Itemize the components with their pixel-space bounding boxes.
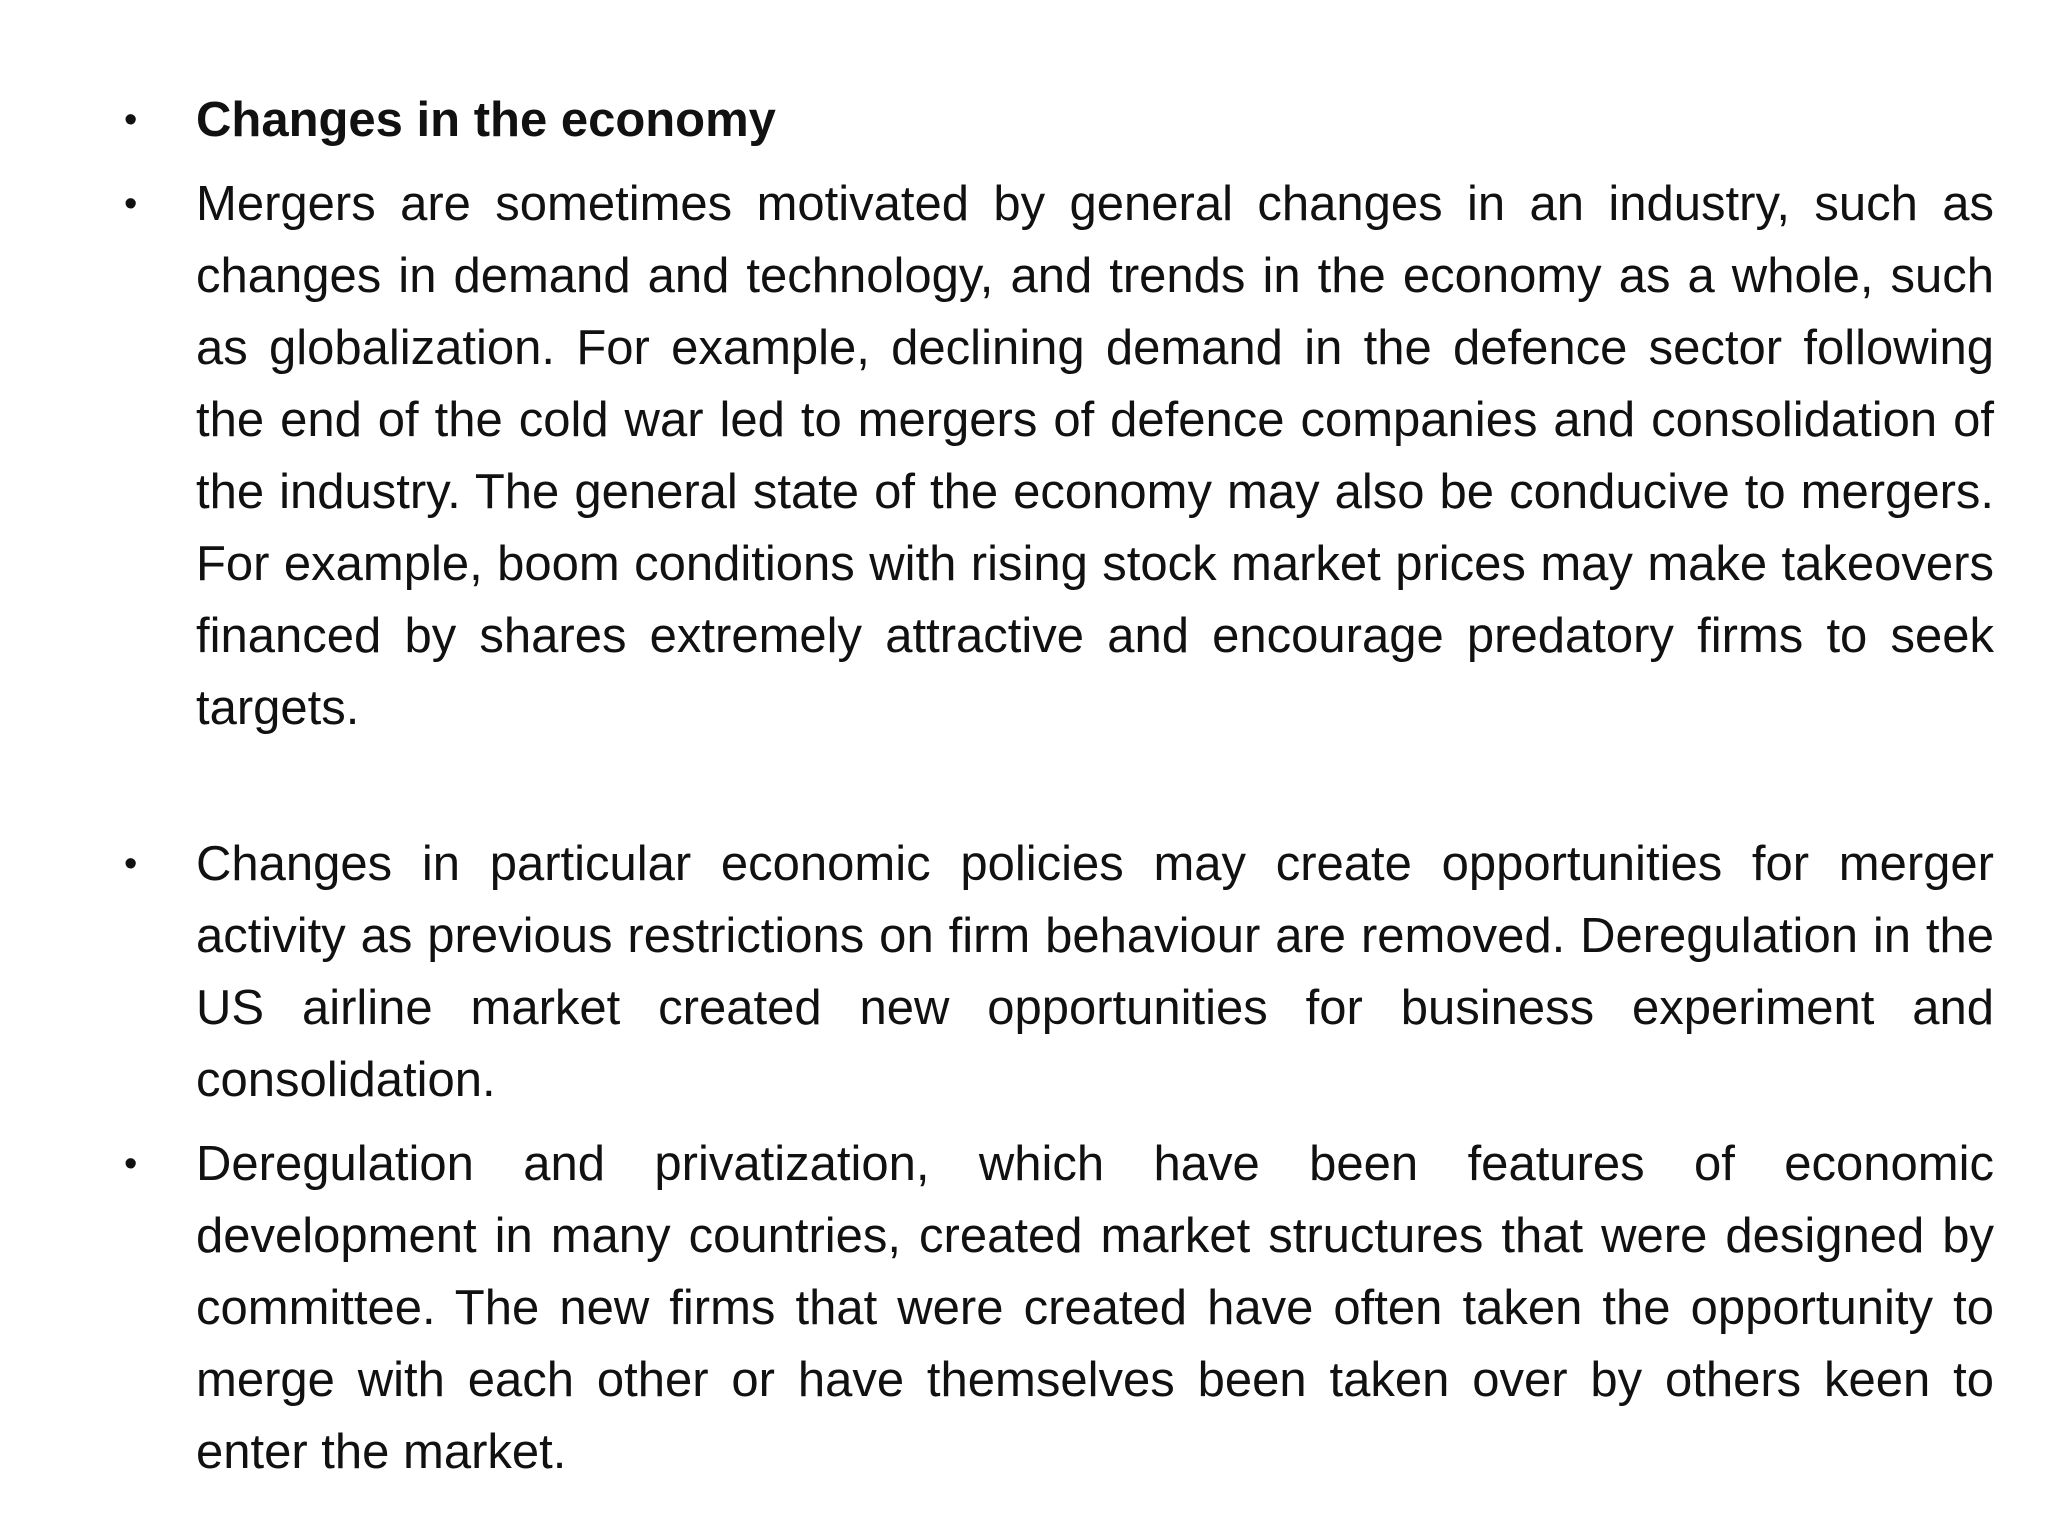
bullet-point-icon: •: [124, 183, 138, 225]
paragraph-deregulation: Deregulation and privatization, which have been features of economic development in many countries, created market structures that were designed by committee. The new firms that were created have often taken the opportunity to merge with each other or have themselves been taken over by others keen to enter the market.: [196, 1137, 1994, 1479]
paragraph-economic-policies: Changes in particular economic policies may create opportunities for merger activity as previous restrictions on firm behaviour are removed. Deregulation in the US airline market created new opportunities for business experiment and consolidation.: [196, 837, 1994, 1107]
bullet-item-deregulation: [124, 1128, 1994, 1488]
bullet-point-icon: •: [124, 1143, 138, 1185]
bullet-item-heading: [124, 84, 1994, 156]
bullet-item-economic-policies: [124, 828, 1994, 1116]
paragraph-economy-changes: Mergers are sometimes motivated by general changes in an industry, such as changes in demand and technology, and trends in the economy as a whole, such as globalization. For example, declining demand in the defence sector following the end of the cold war led to mergers of defence companies and consolidation of the industry. The general state of the economy may also be conducive to mergers. For example, boom conditions with rising stock market prices may make takeovers financed by shares extremely attractive and encourage predatory firms to seek targets.: [196, 177, 1994, 735]
bullet-item-economy-changes: [124, 168, 1994, 744]
section-heading: Changes in the economy: [196, 93, 776, 147]
bullet-point-icon: •: [124, 843, 138, 885]
bullet-list: [124, 84, 1994, 1488]
bullet-point-icon: •: [124, 99, 138, 141]
